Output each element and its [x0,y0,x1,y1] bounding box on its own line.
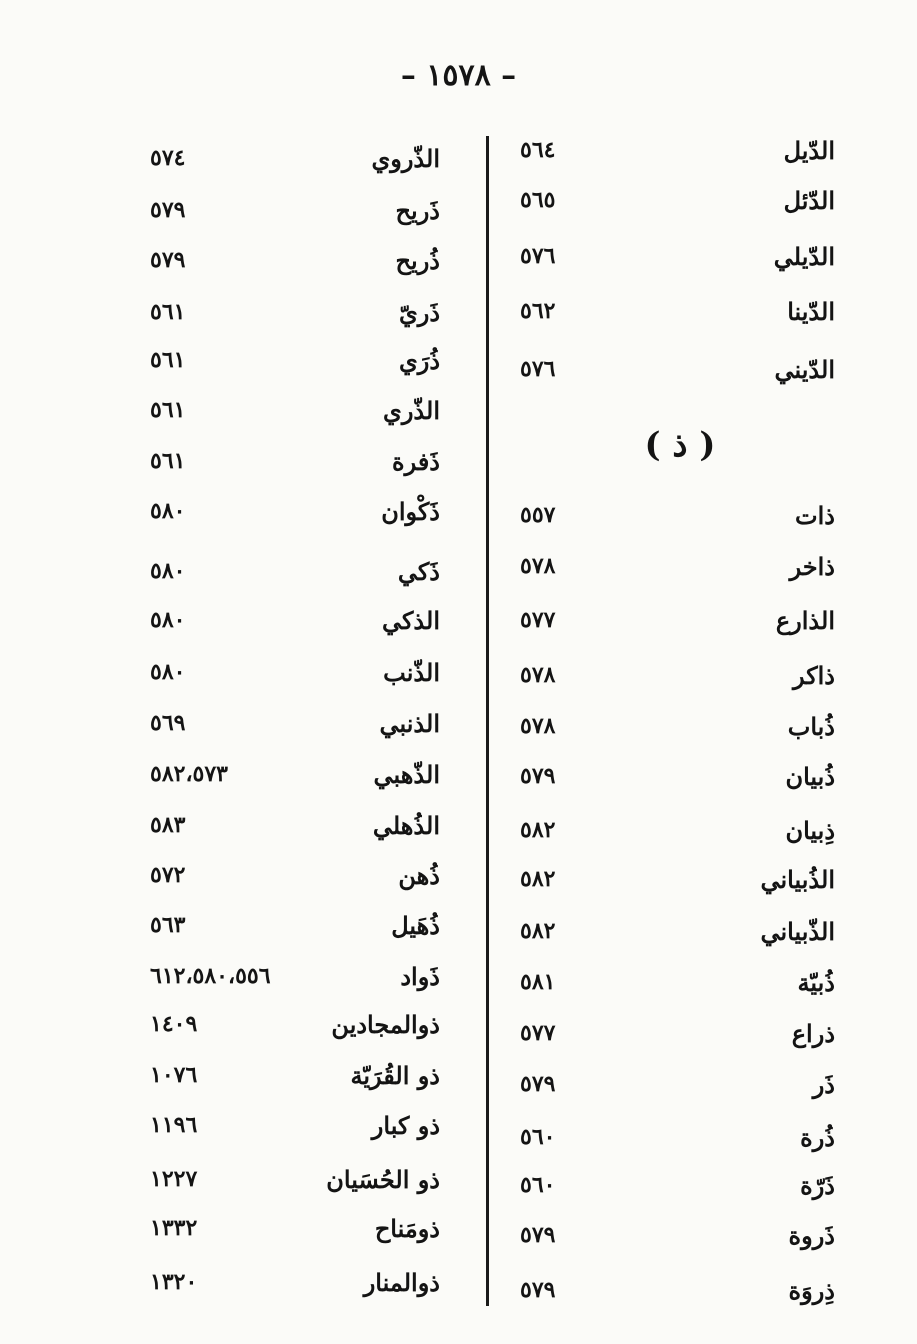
right-column [520,0,835,1344]
index-entry [150,1262,440,1302]
entry-pages: ٥٦١ [150,299,186,325]
entry-pages: ٥٧٢ [150,862,186,888]
entry-name: ذوالمجادين [331,1009,440,1039]
index-entry [520,810,835,850]
entry-name: ذُريح [395,245,440,275]
index-entry [520,1013,835,1053]
entry-name: ذُهن [398,860,440,890]
index-entry [150,491,440,531]
entry-name: ذُبيان [785,761,835,791]
index-entry [150,855,440,895]
entry-name: الذنبي [379,708,440,738]
index-entry [520,236,835,276]
entry-pages: ٥٧٤ [150,145,186,171]
index-entry [150,1004,440,1044]
index-entry [150,1159,440,1199]
entry-pages: ١٣٣٢ [150,1215,198,1241]
entry-pages: ٥٧٦ [520,356,556,382]
entry-name: الذّبياني [760,916,835,946]
entry-name: ذراع [791,1018,835,1048]
entry-pages: ٥٨٠ [150,498,186,524]
index-entry [150,551,440,591]
entry-pages: ٥٧٦ [520,243,556,269]
entry-pages: ٥٦١ [150,347,186,373]
index-entry [520,1064,835,1104]
entry-name: ذِروَة [788,1275,835,1305]
entry-name: ذومَناح [374,1213,440,1243]
index-entry [520,706,835,746]
entry-name: ذُهَيل [391,910,440,940]
entry-pages: ٥٦٠ [520,1124,556,1150]
entry-name: الدّينا [787,296,835,326]
entry-name: ذَفرة [392,446,440,476]
index-entry [520,1270,835,1310]
entry-name: ذِبيان [785,815,835,845]
entry-name: الذُهلي [372,810,440,840]
entry-pages: ٥٧٨ [520,553,556,579]
index-entry [150,754,440,794]
entry-name: ذَر [812,1069,835,1099]
index-entry [520,756,835,796]
entry-name: الدّيل [783,135,835,165]
entry-name: ذوالمنار [363,1267,440,1297]
index-entry [520,546,835,586]
entry-pages: ٥٦٢ [520,298,556,324]
index-entry [150,1208,440,1248]
entry-pages: ٥٨١ [520,969,556,995]
entry-pages: ٥٧٩ [520,1071,556,1097]
entry-name: ذَكْوان [381,496,440,526]
index-entry [150,956,440,996]
entry-name: ذُرة [800,1122,835,1152]
index-entry [150,138,440,178]
index-entry [520,180,835,220]
index-entry [150,652,440,692]
entry-name: ذَريح [395,195,440,225]
column-divider [486,136,489,1306]
index-entry [150,441,440,481]
index-entry [520,859,835,899]
index-entry [520,1215,835,1255]
index-entry [150,1055,440,1095]
entry-name: الدّيلي [773,241,835,271]
entry-name: ذاخر [789,551,835,581]
index-entry [150,1105,440,1145]
entry-name: ذُبيّة [797,967,835,997]
entry-pages: ٥٧٩ [150,197,186,223]
left-column [150,0,440,1344]
entry-pages: ٥٧٨ [520,662,556,688]
entry-pages: ١٠٧٦ [150,1062,198,1088]
entry-name: ذُرَي [398,345,440,375]
entry-pages: ٥٦٠ [520,1172,556,1198]
section-heading: ( ذ ) [644,425,716,465]
index-entry [520,962,835,1002]
page-number: – ١٥٧٨ – [400,58,517,93]
entry-name: ذَرّة [800,1170,835,1200]
entry-pages: ٥٦١ [150,448,186,474]
entry-pages: ٥٦٥ [520,187,556,213]
entry-name: ذَكي [397,556,440,586]
index-entry [520,1165,835,1205]
index-entry [150,905,440,945]
entry-pages: ٥٧٩ [520,763,556,789]
entry-pages: ٥٨٠ [150,558,186,584]
entry-pages: ٥٧٩ [520,1277,556,1303]
index-entry [150,292,440,332]
entry-name: الذّهبي [373,759,440,789]
entry-pages: ١٣٢٠ [150,1269,198,1295]
entry-name: ذَريّ [398,297,440,327]
entry-name: الذارع [775,605,835,635]
index-entry [150,390,440,430]
entry-name: الذكي [381,605,440,635]
entry-name: الدّيني [774,354,835,384]
entry-pages: ١٢٢٧ [150,1166,198,1192]
entry-name: ذاكر [792,660,835,690]
entry-name: الذّروي [371,143,440,173]
index-entry [520,655,835,695]
index-entry [150,600,440,640]
entry-pages: ٥٨٢ [520,918,556,944]
entry-pages: ٥٨٢،٥٧٣ [150,761,228,787]
entry-name: الذّري [383,395,440,425]
entry-pages: ٥٨٢ [520,866,556,892]
entry-pages: ١٤٠٩ [150,1011,198,1037]
index-entry [150,340,440,380]
entry-name: ذو كبار [371,1110,440,1140]
entry-name: ذَواد [400,961,440,991]
entry-pages: ٥٦٤ [520,137,556,163]
index-entry [150,703,440,743]
entry-pages: ٥٨٣ [150,812,186,838]
entry-pages: ٥٨٠ [150,607,186,633]
entry-name: ذات [795,500,835,530]
entry-pages: ٥٨٢ [520,817,556,843]
entry-name: ذو القُرَيّة [350,1060,440,1090]
entry-pages: ٥٧٧ [520,1020,556,1046]
entry-pages: ٥٧٩ [150,247,186,273]
entry-name: ذَروة [788,1220,835,1250]
entry-pages: ٥٧٨ [520,713,556,739]
entry-pages: ٥٦٣ [150,912,186,938]
index-entry [150,240,440,280]
entry-name: الذُبياني [760,864,835,894]
entry-pages: ٥٨٠ [150,659,186,685]
entry-name: الذّنب [383,657,440,687]
index-entry [520,1117,835,1157]
index-entry [520,600,835,640]
index-entry [520,495,835,535]
index-entry [520,291,835,331]
entry-pages: ٥٥٧ [520,502,556,528]
entry-name: ذُباب [787,711,835,741]
entry-pages: ٥٧٧ [520,607,556,633]
index-entry [150,190,440,230]
index-entry [520,349,835,389]
entry-pages: ١١٩٦ [150,1112,198,1138]
index-entry [150,805,440,845]
index-entry [520,911,835,951]
entry-pages: ٦١٢،٥٨٠،٥٥٦ [150,963,271,989]
entry-pages: ٥٧٩ [520,1222,556,1248]
entry-pages: ٥٦٩ [150,710,186,736]
index-entry [520,130,835,170]
entry-name: ذو الحُسَيان [326,1164,440,1194]
entry-pages: ٥٦١ [150,397,186,423]
entry-name: الدّئل [783,185,835,215]
